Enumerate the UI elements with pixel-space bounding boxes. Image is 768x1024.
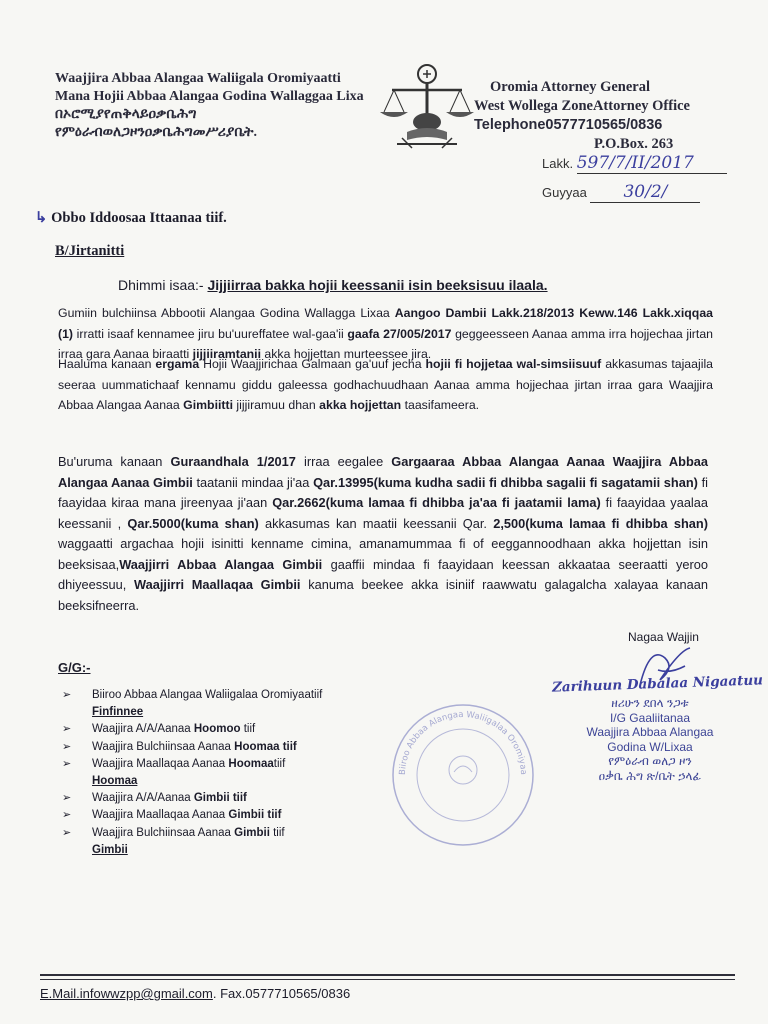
p3-bold-8: Waajjirri Maallaqaa Gimbii xyxy=(134,577,301,592)
sig-title-1: I/G Gaaliitanaa xyxy=(609,710,691,725)
p1-text-1: Gumiin bulchiinsa Abbootii Alangaa Godina Wallagga Lixaa xyxy=(58,306,395,320)
p3-bold-3: Qar.13995(kuma kudha sadii fi dhibba sagalii fi sagatamii shan) xyxy=(313,474,698,490)
header-left xyxy=(55,70,364,142)
p1-bold-3: jijjiiramtanii xyxy=(192,347,262,361)
signature-block xyxy=(560,696,740,783)
org-name-english-1: Oromia Attorney General xyxy=(490,79,651,95)
p3-bold-5: Qar.5000(kuma shan) xyxy=(127,515,259,531)
org-name-oromo-1: Waajjira Abbaa Alangaa Waliigala Oromiyaatti xyxy=(55,71,341,86)
cc-item-location: Hoomaa xyxy=(92,775,138,788)
p3-bold-1: Guraandhala 1/2017 xyxy=(170,454,296,469)
cc-item-bold: Hoomaa tiif xyxy=(234,740,297,753)
recipient xyxy=(35,210,227,227)
cc-list-item xyxy=(62,756,322,790)
cc-list-item xyxy=(62,807,322,824)
cc-list-item xyxy=(62,721,322,738)
footer xyxy=(40,986,350,1001)
guyyaa-label: Guyyaa xyxy=(542,185,587,200)
footer-email: E.Mail.infowwzpp@gmail.com xyxy=(40,986,213,1001)
org-name-oromo-2: Mana Hojii Abbaa Alangaa Godina Wallaggaa Lixa xyxy=(55,89,364,104)
cc-label: G/G:- xyxy=(58,660,91,675)
telephone: Telephone0577710565/0836 xyxy=(474,117,663,133)
stamp-text: Biiroo Abbaa Alangaa Waliigalaa Oromiyaa xyxy=(397,709,529,776)
p1-text-2: irratti isaaf kennamee jiru bu'uureffatee wal-gaa'ii xyxy=(73,326,348,341)
p2-text-3: akkasumas tajaajila seeraa uummatichaaf kennamu giddu galeessa godhachuudhaan Aanaa amma hojjechaa jirtan irraa gara Waajjira Abbaa Alangaa Aanaa xyxy=(58,357,714,412)
p3-text-9: kanuma beekee akka isiniif raawwatu galagalcha xalayaa kanaan beeksifneerra. xyxy=(58,577,708,613)
p3-text-2: irraa eegalee xyxy=(295,454,392,469)
recipient-name: Obbo Iddoosaa Ittaanaa tiif. xyxy=(51,210,227,226)
cc-list-item xyxy=(62,687,322,721)
cc-item-bold: Gimbii tiif xyxy=(228,809,282,822)
sig-amharic-name: ዘሪሁን ደበላ ንጋቱ xyxy=(611,696,689,710)
p3-text-8: gaaffii mindaa fi faayidaan keessan akkaataa seeraatti yeroo dhiyeessuu, xyxy=(58,556,708,592)
paragraph-2 xyxy=(58,354,713,416)
signature-name: Zarihuun Dabalaa Nigaatuu xyxy=(551,672,764,696)
p1-bold-2: gaafa 27/005/2017 xyxy=(347,326,452,341)
cc-item-bold: Gimbii tiif xyxy=(193,792,247,805)
cc-item-text: Waajjira Maallaqaa Aanaa xyxy=(92,757,229,770)
p2-bold-1: ergama xyxy=(155,357,200,371)
footer-fax: . Fax.0577710565/0836 xyxy=(212,986,351,1001)
footer-rule-thick xyxy=(40,974,735,976)
lakk-value: 597/7/II/2017 xyxy=(577,153,727,174)
cc-item-bold: Hoomoo xyxy=(193,723,241,736)
org-name-english-2: West Wollega ZoneAttorney Office xyxy=(474,98,690,114)
p2-bold-3: Gimbiitti xyxy=(183,398,234,412)
cc-list-item xyxy=(62,739,322,756)
p1-bold-1: Aangoo Dambii Lakk.218/2013 Keww.146 Lakk.xiqqaa (1) xyxy=(58,306,713,341)
official-stamp xyxy=(388,700,538,850)
po-box: P.O.Box. 263 xyxy=(594,136,674,152)
cc-item-bold: Hoomaa xyxy=(228,757,274,770)
p2-text-2: Hojii Waajjirichaa Galmaan ga'uuf jecha xyxy=(199,357,426,371)
cc-item-location: Finfinnee xyxy=(92,706,144,719)
p3-text-4: fi faayidaa kiraa mana jireenyaa ji'aan xyxy=(58,474,708,510)
cc-item-after: tiif xyxy=(240,723,256,736)
p3-bold-4: Qar.2662(kuma lamaa fi dhibba ja'aa fi jaatamii lama) xyxy=(272,495,601,510)
paragraph-3 xyxy=(58,452,708,616)
p1-text-3: geggeesseen Aanaa amma irra hojjechaa jirtan irraa gara Aanaa biraatti xyxy=(58,326,713,361)
cc-item-text: Waajjira Bulchiinsaa Aanaa xyxy=(92,740,235,753)
p3-text-6: akkasumas kan maatii keessanii Qar. xyxy=(258,515,494,531)
p3-text-3: taatanii mindaa ji'aa xyxy=(192,474,314,490)
p3-bold-7: Waajjirri Abbaa Alangaa Gimbii xyxy=(119,556,323,572)
guyyaa-value: 30/2/ xyxy=(590,182,700,203)
reference-block xyxy=(542,153,727,203)
header-right xyxy=(474,78,690,154)
cc-list xyxy=(62,687,322,859)
p3-text-7: waggaatti argachaa hojii isinitti kenname cimina, amanamummaa fi of eeggannoodhaan akka hojjettan isin beeksisaa, xyxy=(58,536,708,572)
subject-text: Jijjiirraa bakka hojii keessanii isin beeksisuu ilaala. xyxy=(207,277,548,293)
sig-title-3: Godina W/Lixaa xyxy=(607,739,693,754)
cc-item-after: tiif xyxy=(269,826,285,839)
cc-item-bold: Gimbii xyxy=(234,826,270,839)
p2-text-1: Haaluma kanaan xyxy=(58,357,156,371)
p2-text-4: jijjiramuu dhan xyxy=(233,398,320,412)
hand-arrow-icon: ↳ xyxy=(35,210,48,226)
cc-item-text: Biiroo Abbaa Alangaa Waliigalaa Oromiyaatiif xyxy=(92,689,323,701)
p2-bold-4: akka hojjettan xyxy=(319,398,402,412)
cc-item-text: Waajjira A/A/Aanaa xyxy=(92,723,194,736)
subject-prefix: Dhimmi isaa:- xyxy=(118,277,204,293)
cc-item-location: Gimbii xyxy=(92,843,128,856)
section-label: B/Jirtanitti xyxy=(55,243,125,259)
sig-title-2: Waajjira Abbaa Alangaa xyxy=(586,725,714,739)
cc-list-item xyxy=(62,790,322,807)
subject-line xyxy=(118,277,548,293)
cc-item-after: tiif xyxy=(273,757,286,770)
p1-text-4: akka hojjettan murteessee jira. xyxy=(261,347,432,361)
org-name-amharic-2: የምዕራብወለጋዞንዐቃቤሕግመሥሪያቤት. xyxy=(55,125,258,140)
p2-bold-2: hojii fi hojjetaa wal-simsiisuuf xyxy=(425,357,602,371)
cc-item-text: Waajjira Bulchiinsaa Aanaa xyxy=(92,826,235,839)
justice-emblem-logo xyxy=(372,60,482,152)
sig-amharic-2: ዐቃቤ ሕግ ጽ/ቤት ኃላፊ xyxy=(598,768,702,783)
p3-text-1: Bu'uruma kanaan xyxy=(58,454,171,469)
cc-item-text: Waajjira Maallaqaa Aanaa xyxy=(92,809,229,822)
org-name-amharic-1: በኦሮሚያየጠቅላይዐቃቤሕግ xyxy=(55,107,197,122)
p3-bold-6: 2,500(kuma lamaa fi dhibba shan) xyxy=(493,515,709,531)
closing: Nagaa Wajjin xyxy=(628,630,699,644)
cc-item-text: Waajjira A/A/Aanaa xyxy=(92,792,194,805)
footer-rule-thin xyxy=(40,979,735,980)
svg-text:Biiroo Abbaa Alangaa Waliigala xyxy=(398,710,528,775)
p3-bold-2: Gargaaraa Abbaa Alangaa Aanaa Waajjira Abbaa Alangaa Aanaa Gimbii xyxy=(58,454,709,490)
p2-text-5: taasifameera. xyxy=(401,398,480,412)
p3-text-5: fi faayidaa yaalaa keessanii , xyxy=(58,495,709,531)
lakk-label: Lakk. xyxy=(542,156,574,171)
cc-list-item xyxy=(62,825,322,859)
sig-amharic-1: የምዕራብ ወለጋ ዞን xyxy=(608,754,692,768)
